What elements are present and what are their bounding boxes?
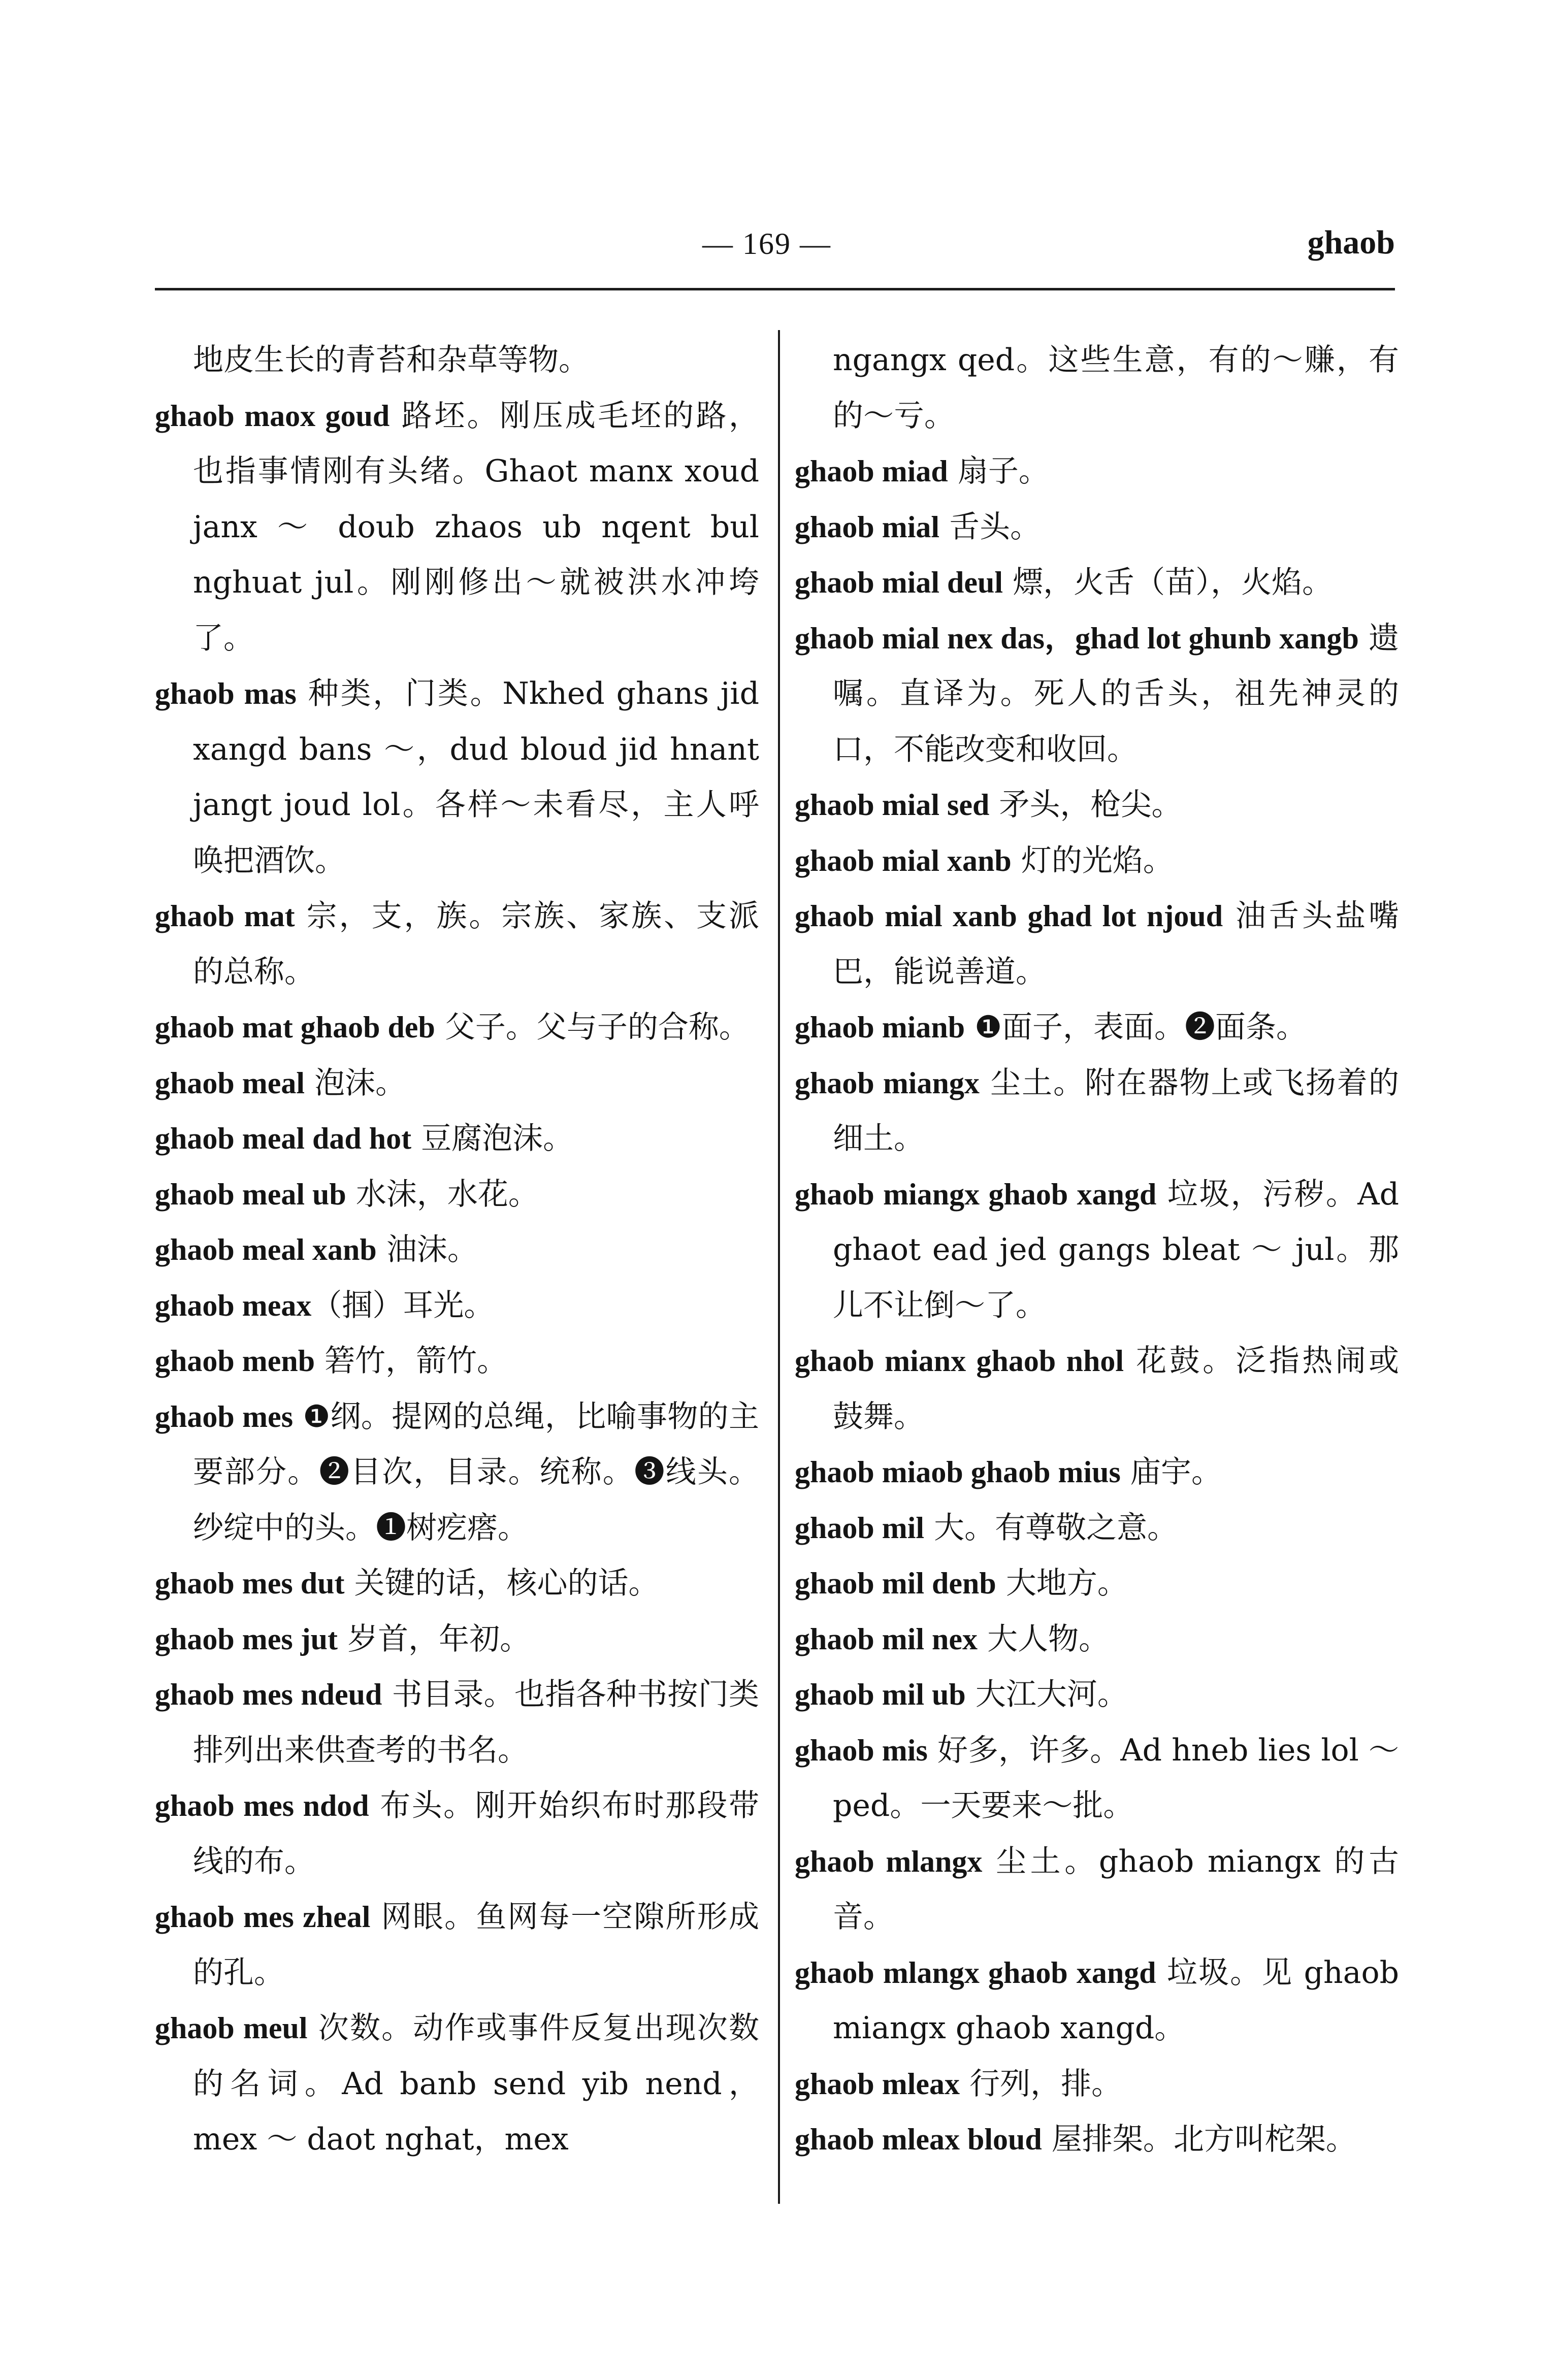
dictionary-entry [155, 1111, 759, 1167]
entry-definition: 庙宇。 [1120, 1454, 1222, 1490]
dictionary-entry [795, 444, 1399, 500]
entry-headword: ghaob mes ndeud [155, 1678, 382, 1711]
entry-headword: ghaob mis [795, 1733, 928, 1767]
entry-definition: 好多，许多。Ad hneb lies lol ～ ped。一天要来～批。 [833, 1732, 1399, 1823]
dictionary-entry [155, 889, 759, 1000]
entry-definition: 大地方。 [996, 1566, 1128, 1601]
dictionary-entry [155, 1167, 759, 1223]
entry-headword: ghaob mlangx ghaob xangd [795, 1955, 1156, 1990]
dictionary-entry [155, 1056, 759, 1112]
entry-headword: ghaob mat [155, 899, 295, 933]
entry-definition: 网眼。鱼网每一空隙所形成的孔。 [193, 1899, 759, 1991]
dictionary-entry [795, 1612, 1399, 1668]
dictionary-entry [155, 1556, 759, 1612]
entry-definition: 箬竹，箭竹。 [315, 1343, 508, 1379]
entry-headword: ghaob mes dut [155, 1567, 345, 1600]
dictionary-entry [795, 611, 1399, 778]
entry-definition: 垃圾。见 ghaob miangx ghaob xangd。 [833, 1954, 1399, 2046]
dictionary-entry [795, 1445, 1399, 1501]
dictionary-entry [155, 333, 759, 388]
left-column [155, 333, 759, 2168]
entry-definition: 油舌头盐嘴巴，能说善道。 [833, 898, 1399, 990]
entry-headword: ghaob miangx ghaob xangd [795, 1177, 1157, 1211]
dictionary-entry [795, 833, 1399, 889]
entry-headword: ghaob mleax [795, 2067, 960, 2101]
entry-definition: 岁首，年初。 [338, 1621, 531, 1657]
dictionary-entry [795, 889, 1399, 1000]
entry-headword: ghaob mes ndod [155, 1789, 369, 1822]
entry-headword: ghaob mil denb [795, 1567, 996, 1600]
entry-headword: ghaob mianx ghaob nhol [795, 1344, 1124, 1378]
entry-definition: 宗，支，族。宗族、家族、支派的总称。 [193, 898, 759, 990]
entry-headword: ghaob mial xanb ghad lot njoud [795, 899, 1223, 933]
entry-headword: ghaob mleax bloud [795, 2123, 1042, 2156]
entry-headword: ghaob mat ghaob deb [155, 1010, 435, 1044]
entry-headword: ghaob meul [155, 2011, 308, 2045]
entry-definition: 种类，门类。Nkhed ghans jid xangd bans ～，dud bloud jid hnant jangt joud lol。各样～未看尽，主人呼唤把酒饮。 [193, 676, 759, 878]
entry-headword: ghaob meal [155, 1066, 305, 1100]
entry-definition: 扇子。 [948, 453, 1049, 489]
entry-definition: ngangx qed。这些生意，有的～赚，有的～亏。 [833, 342, 1399, 434]
entry-definition: 父子。父与子的合称。 [435, 1009, 750, 1045]
entry-headword: ghaob miaob ghaob mius [795, 1455, 1121, 1489]
dictionary-entry [155, 666, 759, 889]
entry-headword: ghaob miangx [795, 1066, 980, 1100]
entry-definition: 布头。刚开始织布时那段带线的布。 [193, 1788, 759, 1879]
entry-definition: 垃圾，污秽。Ad ghaot ead jed gangs bleat ～ jul。那儿不让倒～了。 [833, 1176, 1399, 1323]
entry-definition: 泡沫。 [305, 1065, 406, 1101]
entry-definition: 次数。动作或事件反复出现次数的名词。Ad banb send yib nend，mex ～ daot nghat，mex [193, 2010, 759, 2157]
entry-definition: 豆腐泡沫。 [411, 1121, 574, 1156]
dictionary-entry [155, 2001, 759, 2168]
entry-headword: ghaob maox goud [155, 399, 390, 433]
entry-definition: 关键的话，核心的话。 [344, 1566, 659, 1601]
entry-headword: ghaob mes zheal [155, 1900, 371, 1934]
dictionary-entry [155, 1222, 759, 1278]
dictionary-entry [795, 2112, 1399, 2168]
entry-definition: 油沫。 [376, 1232, 478, 1267]
entry-definition: 大人物。 [978, 1621, 1110, 1657]
dictionary-entry [795, 1501, 1399, 1556]
entry-definition: 舌头。 [939, 509, 1041, 545]
dictionary-entry [795, 555, 1399, 611]
entry-headword: ghaob menb [155, 1344, 315, 1378]
dictionary-entry [795, 1333, 1399, 1445]
entry-definition: 花鼓。泛指热闹或鼓舞。 [833, 1343, 1399, 1434]
entry-definition: 灯的光焰。 [1011, 842, 1174, 878]
entry-headword: ghaob meax [155, 1288, 312, 1322]
entry-headword: ghaob mil [795, 1511, 925, 1545]
entry-definition: 熛，火舌（苗），火焰。 [1003, 565, 1333, 600]
entry-definition: ❶面子，表面。❷面条。 [965, 1009, 1307, 1045]
dictionary-entry [795, 1667, 1399, 1723]
column-divider [778, 330, 780, 2204]
dictionary-entry [795, 1000, 1399, 1056]
entry-headword: ghaob mlangx [795, 1844, 983, 1878]
dictionary-entry [795, 1556, 1399, 1612]
entry-headword: ghaob meal xanb [155, 1233, 377, 1266]
entry-definition: 尘土。ghaob miangx 的古音。 [833, 1843, 1399, 1935]
entry-definition: 遗嘱。直译为。死人的舌头，祖先神灵的口，不能改变和收回。 [833, 620, 1399, 767]
right-column [795, 333, 1399, 2168]
dictionary-entry [155, 1389, 759, 1556]
entry-definition: 矛头，枪尖。 [989, 787, 1182, 823]
entry-headword: ghaob mial [795, 510, 940, 544]
entry-definition: 屋排架。北方叫柁架。 [1042, 2122, 1356, 2157]
dictionary-entry [795, 777, 1399, 833]
dictionary-entry [155, 1278, 759, 1334]
entry-definition: （掴）耳光。 [311, 1287, 495, 1323]
dictionary-entry [795, 500, 1399, 556]
entry-headword: ghaob mes [155, 1399, 294, 1433]
entry-headword: ghaob mas [155, 677, 297, 710]
running-head: ghaob [1307, 224, 1395, 261]
dictionary-entry [795, 1167, 1399, 1334]
entry-headword: ghaob mial nex das，ghad lot ghunb xangb [795, 621, 1359, 655]
entry-definition: 大。有尊敬之意。 [924, 1510, 1178, 1546]
dictionary-entry [795, 1945, 1399, 2057]
dictionary-entry [155, 1612, 759, 1668]
entry-definition: 路坯。刚压成毛坯的路，也指事情刚有头绪。Ghaot manx xoud janx ～ doub zhaos ub nqent bul nghuat jul。刚刚修出～就被洪水冲垮了。 [193, 398, 759, 656]
entry-definition: ❶纲。提网的总绳，比喻事物的主要部分。❷目次，目录。统称。❸线头。纱绽中的头。❶树疙瘩。 [193, 1398, 759, 1546]
entry-definition: 行列，排。 [960, 2066, 1122, 2102]
page-number: — 169 — [702, 227, 831, 260]
entry-headword: ghaob mial deul [795, 566, 1003, 599]
dictionary-entry [795, 1723, 1399, 1834]
entry-headword: ghaob meal ub [155, 1177, 346, 1211]
entry-definition: 书目录。也指各种书按门类排列出来供查考的书名。 [193, 1677, 760, 1768]
dictionary-entry [795, 333, 1399, 444]
dictionary-entry [155, 1667, 759, 1778]
entry-headword: ghaob mes jut [155, 1622, 338, 1656]
entry-headword: ghaob meal dad hot [155, 1122, 412, 1155]
dictionary-entry [155, 1000, 759, 1056]
entry-definition: 地皮生长的青苔和杂草等物。 [193, 342, 589, 378]
entry-definition: 水沫，水花。 [346, 1176, 539, 1212]
entry-definition: 尘土。附在器物上或飞扬着的细土。 [833, 1065, 1399, 1156]
entry-headword: ghaob mial xanb [795, 843, 1012, 877]
dictionary-entry [795, 2057, 1399, 2112]
entry-headword: ghaob mil ub [795, 1678, 966, 1711]
dictionary-entry [155, 1889, 759, 2001]
header-rule [155, 288, 1395, 290]
entry-headword: ghaob miad [795, 454, 948, 488]
entry-headword: ghaob mial sed [795, 788, 990, 822]
dictionary-entry [795, 1834, 1399, 1945]
dictionary-entry [155, 1333, 759, 1389]
dictionary-entry [795, 1056, 1399, 1167]
dictionary-entry [155, 1778, 759, 1889]
entry-headword: ghaob mil nex [795, 1622, 978, 1656]
entry-definition: 大江大河。 [965, 1677, 1128, 1712]
entry-headword: ghaob mianb [795, 1010, 965, 1044]
dictionary-entry [155, 388, 759, 667]
